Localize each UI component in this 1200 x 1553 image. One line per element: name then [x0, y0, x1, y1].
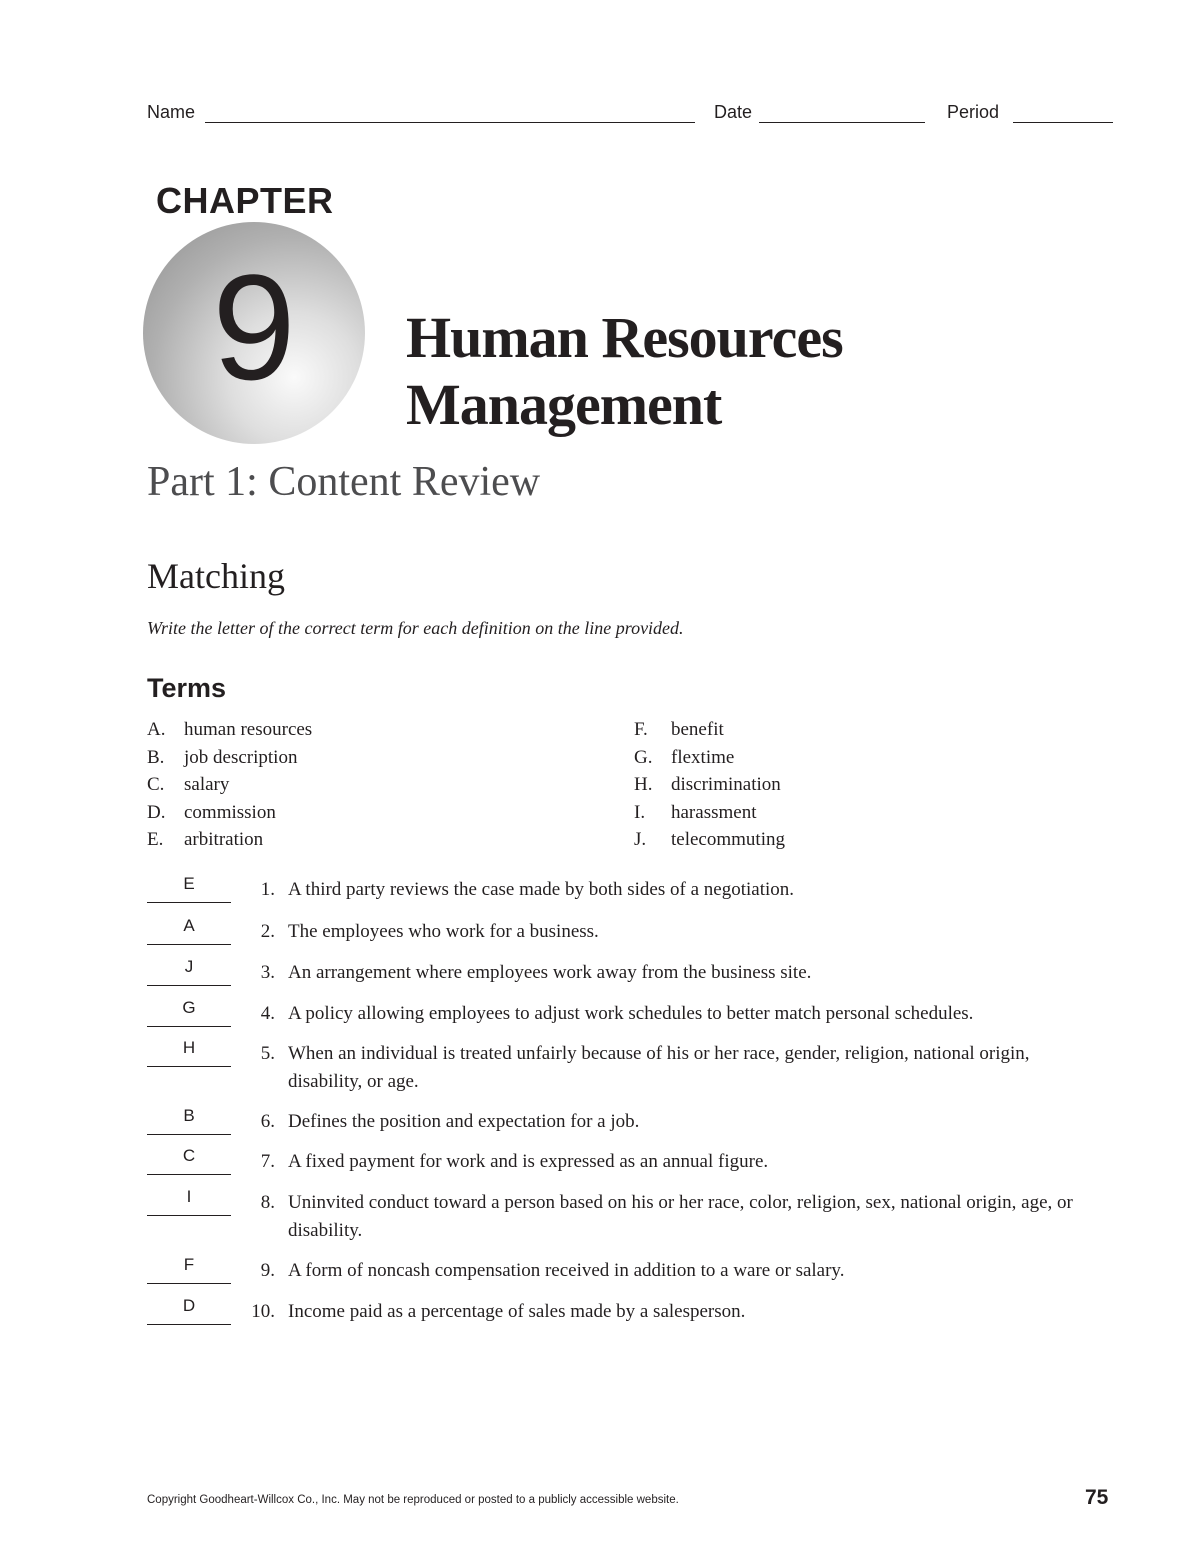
chapter-title-line2: Management — [406, 372, 722, 437]
page-number: 75 — [1085, 1486, 1109, 1509]
term-letter: D. — [147, 801, 166, 823]
term-letter: C. — [147, 774, 165, 795]
question-row — [147, 1187, 1087, 1245]
question-row — [147, 998, 1087, 1028]
term-letter: A. — [147, 719, 166, 740]
term-text: arbitration — [184, 829, 264, 850]
term-item — [634, 771, 1034, 799]
term-item — [634, 744, 1034, 772]
header-fields — [147, 102, 1113, 126]
period-label: Period — [947, 102, 1000, 122]
answer-blank[interactable] — [147, 998, 231, 1027]
question-text: A policy allowing employees to adjust work schedules to better match personal schedules. — [288, 1003, 974, 1024]
question-row — [147, 916, 1087, 946]
answer-letter: A — [183, 916, 195, 935]
term-text: telecommuting — [671, 829, 785, 850]
instructions: Write the letter of the correct term for each definition on the line provided. — [147, 618, 684, 638]
question-number: 6. — [260, 1111, 275, 1132]
question-row — [147, 1106, 1087, 1136]
question-text: An arrangement where employees work away from the business site. — [288, 962, 812, 983]
question-row — [147, 1296, 1087, 1326]
answer-letter: B — [183, 1106, 195, 1125]
matching-questions — [147, 874, 1087, 1326]
answer-blank[interactable] — [147, 1106, 231, 1135]
name-label: Name — [147, 102, 196, 122]
answer-blank[interactable] — [147, 1255, 231, 1284]
term-text: benefit — [671, 719, 724, 740]
term-text: human resources — [184, 719, 313, 740]
term-item — [147, 826, 547, 854]
term-item — [147, 771, 547, 799]
term-item — [634, 716, 1034, 744]
question-text: A form of noncash compensation received in addition to a ware or salary. — [288, 1260, 845, 1281]
copyright-footer: Copyright Goodheart-Willcox Co., Inc. May not be reproduced or posted to a publicly accessible website. — [147, 1494, 679, 1506]
answer-letter: F — [183, 1255, 195, 1274]
terms-left-column — [147, 716, 547, 854]
question-number: 4. — [260, 1003, 275, 1024]
answer-letter: H — [182, 1038, 196, 1057]
question-number: 10. — [251, 1301, 275, 1322]
question-row — [147, 874, 1087, 904]
question-number: 2. — [260, 921, 275, 942]
term-letter: E. — [147, 829, 164, 850]
question-text: Income paid as a percentage of sales made by a salesperson. — [288, 1301, 746, 1322]
term-letter: B. — [147, 746, 165, 768]
period-field[interactable] — [1013, 122, 1113, 123]
answer-letter: J — [184, 957, 194, 976]
terms-heading: Terms — [147, 673, 227, 703]
name-field[interactable] — [205, 122, 695, 123]
answer-letter: E — [183, 874, 195, 893]
terms-right-column — [634, 716, 1034, 854]
term-letter: H. — [634, 774, 653, 795]
answer-blank[interactable] — [147, 1187, 231, 1216]
section-title: Matching — [147, 556, 285, 596]
question-text: The employees who work for a business. — [288, 921, 599, 942]
answer-blank[interactable] — [147, 874, 231, 903]
chapter-number: 9 — [212, 243, 296, 411]
chapter-title-line1: Human Resources — [406, 305, 843, 370]
term-item — [147, 799, 547, 827]
term-text: harassment — [671, 801, 757, 823]
question-text: Defines the position and expectation for a job. — [288, 1111, 640, 1132]
term-item — [634, 799, 1034, 827]
term-text: flextime — [671, 746, 735, 768]
term-letter: F. — [634, 719, 648, 740]
answer-letter: I — [186, 1187, 192, 1206]
part-title: Part 1: Content Review — [147, 459, 541, 505]
question-row — [147, 957, 1087, 987]
question-number: 9. — [260, 1260, 275, 1281]
question-number: 8. — [260, 1192, 275, 1213]
question-text: A third party reviews the case made by both sides of a negotiation. — [288, 879, 795, 900]
question-row — [147, 1255, 1087, 1285]
answer-blank[interactable] — [147, 1146, 231, 1175]
question-number: 5. — [260, 1043, 275, 1064]
answer-letter: D — [182, 1296, 196, 1315]
question-number: 3. — [260, 962, 275, 983]
question-number: 1. — [260, 879, 275, 900]
term-text: discrimination — [671, 774, 781, 795]
answer-blank[interactable] — [147, 1038, 231, 1067]
term-letter: J. — [634, 829, 647, 850]
question-row — [147, 1146, 1087, 1176]
chapter-label: CHAPTER — [156, 180, 334, 221]
date-field[interactable] — [759, 122, 925, 123]
term-text: salary — [184, 774, 230, 795]
term-letter: G. — [634, 746, 653, 768]
answer-letter: C — [182, 1146, 196, 1165]
term-letter: I. — [634, 801, 646, 823]
question-number: 7. — [260, 1151, 275, 1172]
date-label: Date — [714, 102, 753, 122]
answer-blank[interactable] — [147, 916, 231, 945]
question-text: When an individual is treated unfairly because of his or her race, gender, religion, national origin, disability, or age. — [288, 1043, 1030, 1092]
answer-letter: G — [182, 998, 196, 1017]
question-text: Uninvited conduct toward a person based on his or her race, color, religion, sex, national origin, age, or disability. — [288, 1192, 1073, 1241]
term-item — [147, 716, 547, 744]
term-text: commission — [184, 801, 276, 823]
answer-blank[interactable] — [147, 957, 231, 986]
question-row — [147, 1038, 1087, 1096]
term-item — [634, 826, 1034, 854]
term-item — [147, 744, 547, 772]
chapter-circle — [143, 222, 365, 444]
answer-blank[interactable] — [147, 1296, 231, 1325]
question-text: A fixed payment for work and is expressed as an annual figure. — [288, 1151, 769, 1172]
term-text: job description — [184, 746, 298, 768]
